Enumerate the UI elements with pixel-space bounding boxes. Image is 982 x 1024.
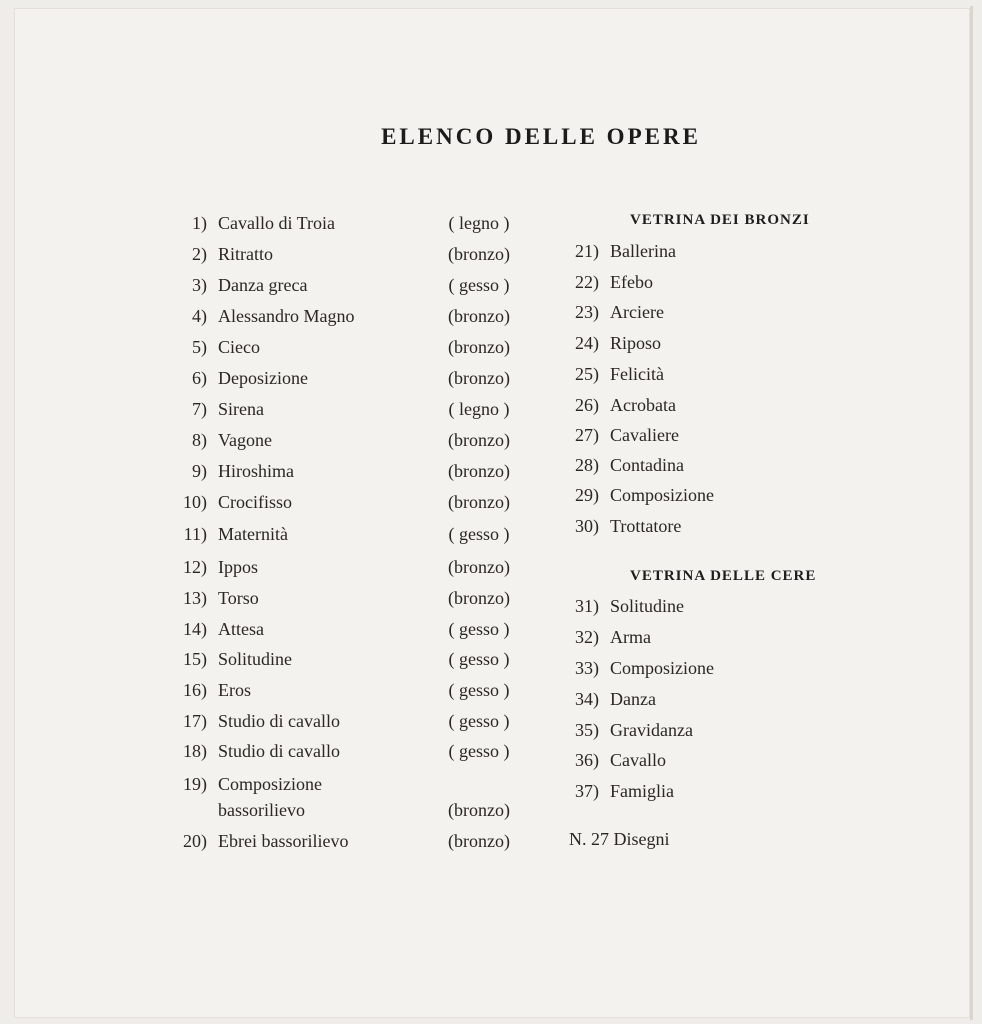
item-number: 10): [183, 492, 207, 512]
item-title: Cavallo di Troia: [218, 213, 336, 233]
item-title-line2: bassorilievo: [218, 800, 305, 820]
item-material: (bronzo): [448, 831, 510, 851]
item-number: 19): [183, 774, 207, 794]
item-material: (bronzo): [448, 588, 510, 608]
item-number: 11): [183, 524, 207, 544]
item-material: (bronzo): [448, 368, 510, 388]
item-title: Arciere: [610, 302, 664, 322]
item-material: (bronzo): [448, 461, 510, 481]
item-number: 2): [192, 244, 207, 264]
item-material: (bronzo): [448, 244, 510, 264]
item-title: Felicità: [610, 364, 664, 384]
item-title: Contadina: [610, 455, 684, 475]
item-title: Arma: [610, 627, 651, 647]
item-material: (bronzo): [448, 557, 510, 577]
item-number: 20): [183, 831, 207, 851]
item-number: 29): [575, 485, 599, 505]
item-title: Maternità: [218, 524, 288, 544]
item-number: 8): [192, 430, 207, 450]
item-number: 23): [575, 302, 599, 322]
item-title: Ballerina: [610, 241, 676, 261]
page-edge: [970, 6, 973, 1020]
item-number: 13): [183, 588, 207, 608]
item-material: ( legno ): [448, 399, 510, 419]
item-material: ( gesso ): [448, 275, 510, 295]
item-material: ( gesso ): [448, 711, 510, 731]
item-number: 26): [575, 395, 599, 415]
item-number: 31): [575, 596, 599, 616]
bronzi-heading: VETRINA DEI BRONZI: [630, 212, 810, 228]
item-material: ( gesso ): [448, 741, 510, 761]
item-title: Gravidanza: [610, 720, 693, 740]
item-title: Ippos: [218, 557, 258, 577]
page-title: ELENCO DELLE OPERE: [381, 124, 701, 149]
item-number: 12): [183, 557, 207, 577]
item-number: 6): [192, 368, 207, 388]
item-title: Efebo: [610, 272, 653, 292]
item-material: ( legno ): [448, 213, 510, 233]
item-title: Eros: [218, 680, 251, 700]
item-number: 30): [575, 516, 599, 536]
item-title: Solitudine: [610, 596, 685, 616]
item-title: Vagone: [218, 430, 272, 450]
item-number: 7): [192, 399, 207, 419]
item-title: Cavallo: [610, 750, 666, 770]
item-number: 25): [575, 364, 599, 384]
item-number: 27): [575, 425, 599, 445]
item-title: Famiglia: [610, 781, 674, 801]
item-material: (bronzo): [448, 492, 510, 512]
item-material: ( gesso ): [448, 619, 510, 639]
item-title: Solitudine: [218, 649, 293, 669]
item-number: 33): [575, 658, 599, 678]
item-title: Ebrei bassorilievo: [218, 831, 349, 851]
item-number: 16): [183, 680, 207, 700]
drawings-note: N. 27 Disegni: [569, 829, 670, 849]
item-material: (bronzo): [448, 337, 510, 357]
item-material: ( gesso ): [448, 680, 510, 700]
item-title: Studio di cavallo: [218, 741, 340, 761]
item-number: 1): [192, 213, 207, 233]
item-number: 32): [575, 627, 599, 647]
item-title: Danza: [610, 689, 656, 709]
item-number: 28): [575, 455, 599, 475]
item-title: Riposo: [610, 333, 662, 353]
item-title: Danza greca: [218, 275, 308, 295]
item-title: Ritratto: [218, 244, 273, 264]
item-title: Composizione: [218, 774, 322, 794]
item-title: Trottatore: [610, 516, 682, 536]
item-number: 18): [183, 741, 207, 761]
item-number: 4): [192, 306, 207, 326]
item-material: ( gesso ): [448, 649, 510, 669]
item-title: Sirena: [218, 399, 264, 419]
item-title: Attesa: [218, 619, 264, 639]
catalog-page: [14, 8, 970, 1018]
item-number: 17): [183, 711, 207, 731]
item-number: 14): [183, 619, 207, 639]
item-title: Hiroshima: [218, 461, 294, 481]
item-material: (bronzo): [448, 306, 510, 326]
item-number: 22): [575, 272, 599, 292]
item-material: ( gesso ): [448, 524, 510, 544]
item-title: Composizione: [610, 485, 714, 505]
item-material: (bronzo): [448, 800, 510, 820]
item-number: 15): [183, 649, 207, 669]
item-title: Crocifisso: [218, 492, 292, 512]
item-title: Studio di cavallo: [218, 711, 340, 731]
item-number: 21): [575, 241, 599, 261]
item-title: Acrobata: [610, 395, 676, 415]
item-number: 9): [192, 461, 207, 481]
item-material: (bronzo): [448, 430, 510, 450]
item-title: Composizione: [610, 658, 714, 678]
item-number: 5): [192, 337, 207, 357]
item-number: 36): [575, 750, 599, 770]
item-number: 37): [575, 781, 599, 801]
item-number: 35): [575, 720, 599, 740]
item-number: 34): [575, 689, 599, 709]
item-title: Cavaliere: [610, 425, 679, 445]
item-title: Alessandro Magno: [218, 306, 355, 326]
item-number: 24): [575, 333, 599, 353]
item-number: 3): [192, 275, 207, 295]
cere-heading: VETRINA DELLE CERE: [630, 568, 817, 584]
item-title: Cieco: [218, 337, 260, 357]
item-title: Torso: [218, 588, 259, 608]
item-title: Deposizione: [218, 368, 308, 388]
